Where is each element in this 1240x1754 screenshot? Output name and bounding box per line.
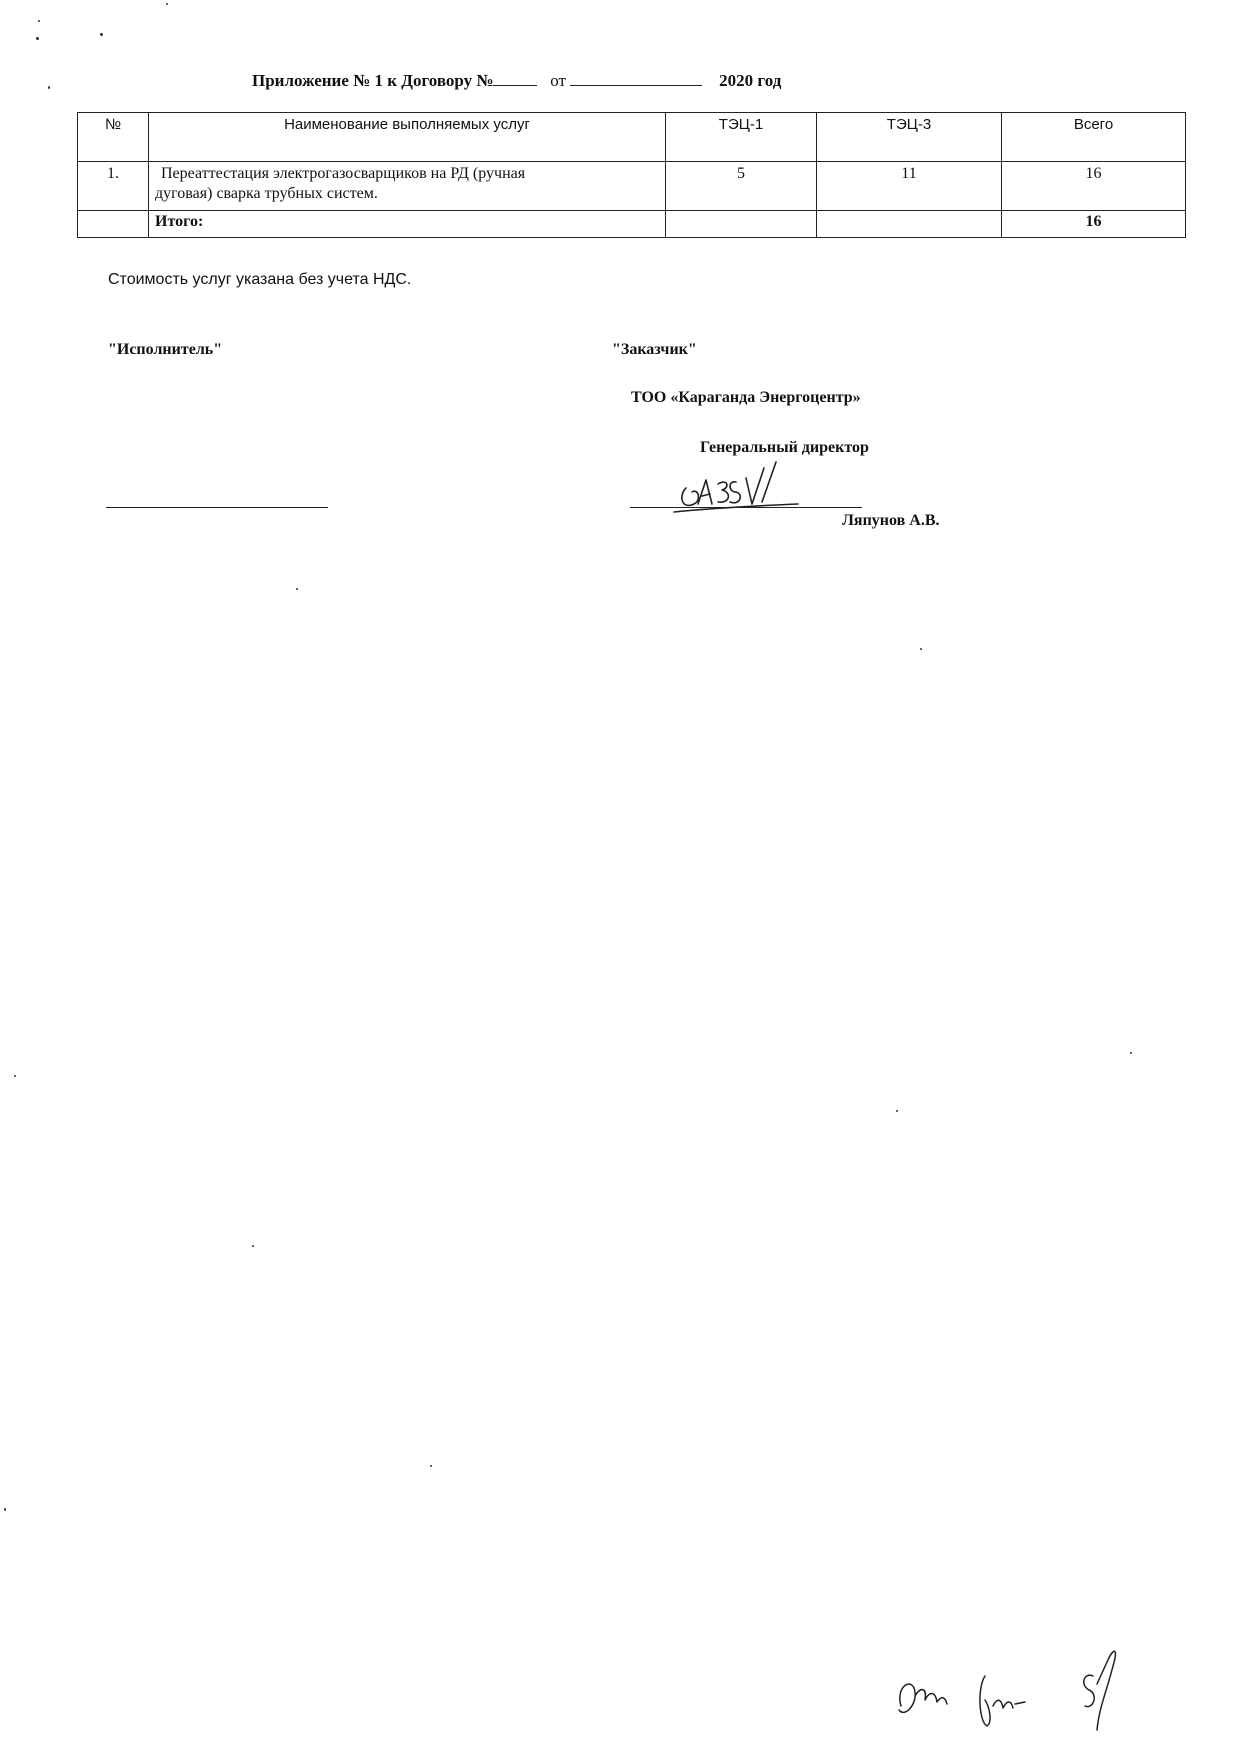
customer-organization: ТОО «Караганда Энергоцентр» [631, 389, 861, 406]
cell-no: 1. [78, 162, 149, 211]
cell-name-line2: дуговая) сварка трубных систем. [155, 185, 378, 202]
cell-name [149, 162, 666, 211]
year-label: 2020 год [719, 71, 782, 90]
col-header-tec3: ТЭЦ-3 [817, 113, 1002, 162]
scan-speck [430, 1465, 432, 1467]
scan-speck [4, 1508, 6, 1511]
director-signature-icon [672, 458, 802, 520]
cell-total-empty-tec1 [666, 211, 817, 238]
vat-note: Стоимость услуг указана без учета НДС. [108, 271, 412, 288]
services-table [77, 112, 1186, 238]
table-header-row [78, 113, 1186, 162]
customer-label: "Заказчик" [612, 341, 697, 358]
col-header-total: Всего [1002, 113, 1186, 162]
scan-speck [100, 33, 103, 36]
cell-total-value: 16 [1002, 211, 1186, 238]
cell-total: 16 [1002, 162, 1186, 211]
cell-total-empty-no [78, 211, 149, 238]
scan-speck [1130, 1052, 1132, 1054]
contract-number-blank [493, 71, 537, 86]
scan-speck [166, 3, 168, 5]
date-blank [570, 71, 702, 86]
col-header-no: № [78, 113, 149, 162]
scan-speck [920, 648, 922, 650]
cell-total-label: Итого: [149, 211, 666, 238]
customer-signer-name: Ляпунов А.В. [842, 512, 940, 529]
executor-signature-line [106, 507, 328, 508]
scan-speck [48, 86, 50, 89]
table-row [78, 162, 1186, 211]
customer-position: Генеральный директор [700, 439, 869, 456]
scan-speck [896, 1110, 898, 1112]
cell-tec3: 11 [817, 162, 1002, 211]
col-header-name: Наименование выполняемых услуг [149, 113, 666, 162]
cell-tec1: 5 [666, 162, 817, 211]
scan-speck [36, 37, 39, 40]
col-header-tec1: ТЭЦ-1 [666, 113, 817, 162]
page-initials-icon [893, 1626, 1148, 1736]
cell-name-line1: Переаттестация электрогазосварщиков на РД (ручная [161, 165, 526, 182]
scan-speck [38, 20, 40, 22]
document-title [252, 71, 781, 91]
from-label: от [550, 71, 566, 90]
title-text: Приложение № 1 к Договору № [252, 71, 494, 90]
scan-speck [252, 1245, 254, 1247]
table-total-row [78, 211, 1186, 238]
scan-speck [14, 1075, 16, 1077]
scan-speck [296, 588, 298, 590]
cell-total-empty-tec3 [817, 211, 1002, 238]
executor-label: "Исполнитель" [108, 341, 223, 358]
